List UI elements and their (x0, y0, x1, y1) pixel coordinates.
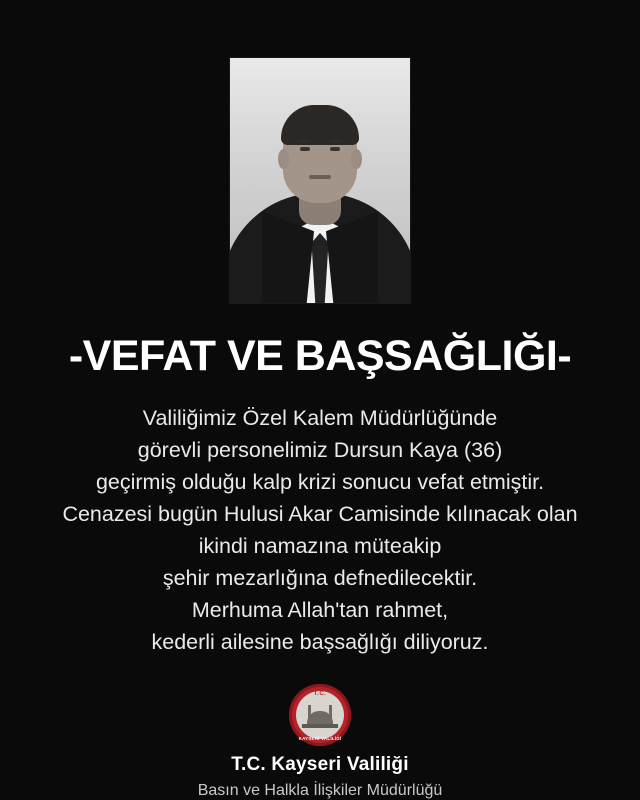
message-line: geçirmiş olduğu kalp krizi sonucu vefat etmiştir. (95, 470, 545, 494)
kayseri-governorship-emblem-icon (289, 684, 351, 746)
message-line: kederli ailesine başsağlığı diliyoruz. (151, 630, 489, 654)
organization-name: T.C. Kayseri Valiliği (231, 754, 409, 775)
department-name: Basın ve Halkla İlişkiler Müdürlüğü (197, 782, 443, 799)
emblem-base (302, 724, 338, 728)
portrait-eye-right (330, 147, 340, 151)
portrait-eye-left (300, 147, 310, 151)
portrait-ear-right (351, 149, 362, 169)
message-line: şehir mezarlığına defnedilecektir. (162, 566, 478, 590)
memorial-message (30, 402, 610, 658)
emblem-bottom-text: KAYSERİ VALİLİĞİ (298, 736, 342, 741)
message-line: Valiliğimiz Özel Kalem Müdürlüğünde (142, 406, 498, 430)
message-line: görevli personelimiz Dursun Kaya (36) (137, 438, 503, 462)
message-line: Merhuma Allah'tan rahmet, (191, 598, 449, 622)
emblem-inner (296, 691, 344, 739)
message-line: Cenazesi bugün Hulusi Akar Camisinde kılınacak olan (62, 502, 578, 526)
portrait-brow-left (297, 139, 311, 143)
page-title: -VEFAT VE BAŞSAĞLIĞI- (68, 332, 572, 380)
message-line: ikindi namazına müteakip (198, 534, 442, 558)
portrait-ear-left (278, 149, 289, 169)
portrait-photo (230, 58, 410, 303)
portrait-mouth (309, 175, 331, 179)
portrait-brow-right (329, 139, 343, 143)
footer (198, 754, 443, 800)
emblem-container (289, 684, 351, 746)
emblem-top-text: T.C. (313, 691, 327, 697)
